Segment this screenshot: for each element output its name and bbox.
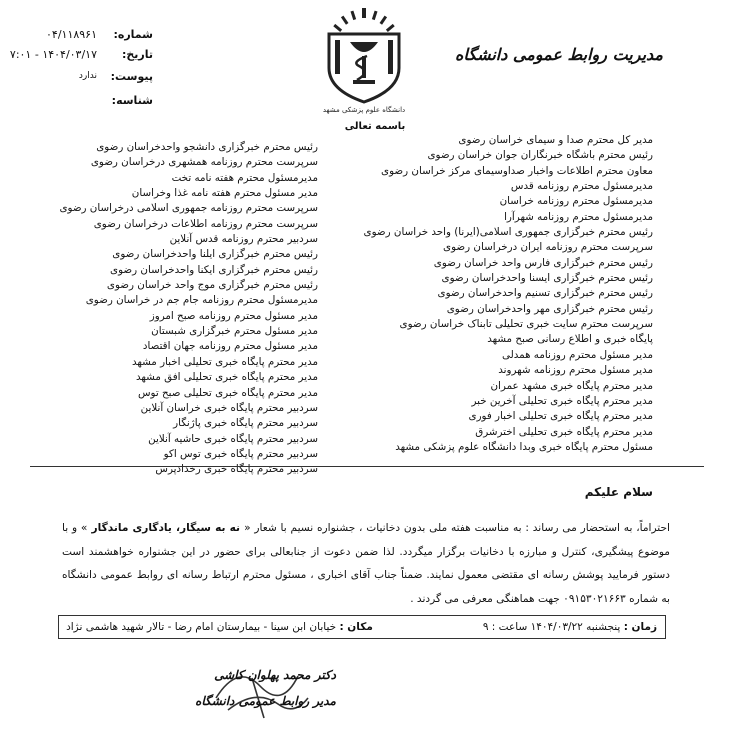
signatory-title: مدیر روابط عمومی دانشگاه xyxy=(195,694,336,708)
attachment-value: ندارد xyxy=(78,71,97,81)
recipient-line: مدیرمسئول محترم روزنامه شهرآرا xyxy=(504,210,653,223)
letter-date-label: تاریخ: xyxy=(121,47,153,61)
signatory-name: دکتر محمد پهلوان کاشی xyxy=(214,668,336,682)
recipient-line: مدیر مسئول محترم هفته نامه غذا وخراسان xyxy=(131,187,318,200)
identifier-label: شناسه: xyxy=(111,93,153,107)
recipient-line: رئیس محترم خبرگزاری فارس واحد خراسان رضوی xyxy=(433,256,653,269)
recipient-line: معاون محترم اطلاعات واخبار صداوسیمای مرکز خراسان رضوی xyxy=(381,164,653,177)
recipient-line: مدیرمسئول محترم روزنامه خراسان xyxy=(499,195,653,208)
letter-number-row xyxy=(3,24,153,44)
recipient-line: رئیس محترم خبرگزاری ایکنا واحدخراسان رضوی xyxy=(110,263,318,276)
event-details-box xyxy=(58,615,666,639)
event-time xyxy=(483,621,657,633)
recipients-left-column xyxy=(0,140,318,478)
identifier-row xyxy=(3,90,153,110)
recipient-line: سردبیر محترم پایگاه خبری رخدادپرس xyxy=(155,463,318,476)
recipient-line: مدیر مسئول محترم خبرگزاری شبستان xyxy=(151,325,318,338)
recipients-right-column xyxy=(313,133,653,455)
recipient-line: مدیر محترم پایگاه خبری تحلیلی آخرین خبر xyxy=(471,394,653,407)
recipient-line: مدیرمسئول محترم روزنامه قدس xyxy=(510,180,653,193)
attachment-row xyxy=(3,66,153,86)
recipient-line: مدیر مسئول محترم روزنامه صبح امروز xyxy=(149,309,318,322)
greeting: سلام علیکم xyxy=(584,485,653,499)
recipient-line: سرپرست محترم روزنامه همشهری درخراسان رضوی xyxy=(90,156,318,169)
recipient-line: مدیر کل محترم صدا و سیمای خراسان رضوی xyxy=(458,134,653,146)
recipient-line: مدیر محترم پایگاه خبری مشهد عمران xyxy=(490,379,653,392)
recipient-line: مدیر مسئول محترم روزنامه شهروند xyxy=(498,364,653,377)
letter-number-value: ۰۴/۱۱۸۹۶۱ xyxy=(46,27,97,41)
recipient-line: سردبیر محترم پایگاه خبری توس اکو xyxy=(163,447,318,460)
event-place xyxy=(66,621,373,633)
department-title: مدیریت روابط عمومی دانشگاه xyxy=(454,45,663,64)
recipient-line: رئیس محترم خبرگزاری تسنیم واحدخراسان رضوی xyxy=(437,287,653,300)
letter-date-value: ۱۴۰۴/۰۳/۱۷ - ۷:۰۱ xyxy=(9,47,97,61)
recipient-line: رئیس محترم خبرگزاری دانشجو واحدخراسان رضوی xyxy=(96,141,318,153)
recipient-line: رئیس محترم خبرگزاری موج واحد خراسان رضوی xyxy=(106,279,318,292)
recipient-line: مدیرمسئول محترم هفته نامه تخت xyxy=(171,171,318,184)
recipient-line: رئیس محترم خبرگزاری ایسنا واحدخراسان رضوی xyxy=(441,272,653,285)
recipient-line: رئیس محترم خبرگزاری جمهوری اسلامی(ایرنا) واحد خراسان رضوی xyxy=(363,226,653,239)
recipient-line: سرپرست محترم روزنامه ایران درخراسان رضوی xyxy=(443,241,653,254)
recipient-line: سردبیر محترم پایگاه خبری حاشیه آنلاین xyxy=(148,432,318,445)
event-place-label: مکان : xyxy=(339,621,373,633)
university-logo xyxy=(323,6,405,116)
recipient-line: سردبیر محترم پایگاه خبری خراسان آنلاین xyxy=(140,401,318,414)
recipient-line: سرپرست محترم روزنامه جمهوری اسلامی درخراسان رضوی xyxy=(59,202,318,215)
recipient-line: سردبیر محترم روزنامه قدس آنلاین xyxy=(169,233,318,246)
recipient-line: مدیر محترم پایگاه خبری تحلیلی افق مشهد xyxy=(136,371,318,384)
recipient-line: رئیس محترم خبرگزاری ایلنا واحدخراسان رضوی xyxy=(112,248,318,261)
recipient-line: پایگاه خبری و اطلاع رسانی صبح مشهد xyxy=(487,333,653,346)
letter-number-label: شماره: xyxy=(113,27,153,41)
campaign-slogan: نه به سیگار، یادگاری ماندگار xyxy=(87,522,245,534)
letter-body xyxy=(62,517,670,611)
recipient-line: سردبیر محترم پایگاه خبری پاژنگار xyxy=(173,417,318,430)
recipient-line: سرپرست محترم روزنامه اطلاعات درخراسان رضوی xyxy=(93,217,318,230)
recipient-line: مدیر محترم پایگاه خبری تحلیلی صبح توس xyxy=(137,386,318,399)
letter-date-row xyxy=(3,44,153,64)
recipient-line: مدیر محترم پایگاه خبری تحلیلی اخبار فوری xyxy=(468,410,653,423)
event-time-value: پنجشنبه ۱۴۰۴/۰۳/۲۲ ساعت : ۹ xyxy=(482,621,624,633)
university-emblem-icon xyxy=(323,6,405,116)
recipient-line: رئیس محترم باشگاه خبرنگاران جوان خراسان رضوی xyxy=(427,149,653,162)
body-paragraph-part2: » و با موضوع پیشگیری، کنترل و مبارزه با دخانیات برگزار میگردد. لذا ضمن دعوت از جنابعالی برای حضور در این جشنواره خواهشمند است دستور فرمایید پوشش رسانه ای مقتضی معمول نمایند. ضمناً جناب آقای اخباری ، مسئول محترم ارتباط رسانه ای روابط عمومی دانشگاه به شماره ۰۹۱۵۳۰۲۱۶۶۳ جهت هماهنگی معرفی می گردند . xyxy=(62,522,670,605)
recipient-line: مدیر محترم پایگاه خبری تحلیلی اخبار مشهد xyxy=(131,355,318,368)
recipient-line: مدیر محترم پایگاه خبری تحلیلی اخترشرق xyxy=(475,425,653,438)
event-place-value: خیابان ابن سینا - بیمارستان امام رضا - تالار شهید هاشمی نژاد xyxy=(66,621,340,633)
section-divider xyxy=(30,466,704,467)
event-time-label: زمان : xyxy=(623,621,657,633)
recipient-line: مدیر مسئول محترم روزنامه همدلی xyxy=(502,348,653,361)
recipient-line: مدیرمسئول محترم روزنامه جام جم در خراسان رضوی xyxy=(85,294,318,307)
attachment-label: پیوست: xyxy=(110,69,153,83)
bismillah-heading: باسمه تعالی xyxy=(344,121,406,132)
recipient-line: سرپرست محترم سایت خبری تحلیلی تابناک خراسان رضوی xyxy=(399,318,653,331)
logo-caption: دانشگاه علوم پزشکی مشهد xyxy=(323,106,405,114)
recipient-line: مسئول محترم پایگاه خبری وبدا دانشگاه علوم پزشکی مشهد xyxy=(395,440,653,453)
recipient-line: مدیر مسئول محترم روزنامه جهان اقتصاد xyxy=(142,340,318,353)
body-paragraph-part1: احتراماً، به استحضار می رساند : به مناسبت هفته ملی بدون دخانیات ، جشنواره نسیم با شعار « xyxy=(244,522,670,534)
recipient-line: رئیس محترم خبرگزاری مهر واحدخراسان رضوی xyxy=(446,302,653,315)
